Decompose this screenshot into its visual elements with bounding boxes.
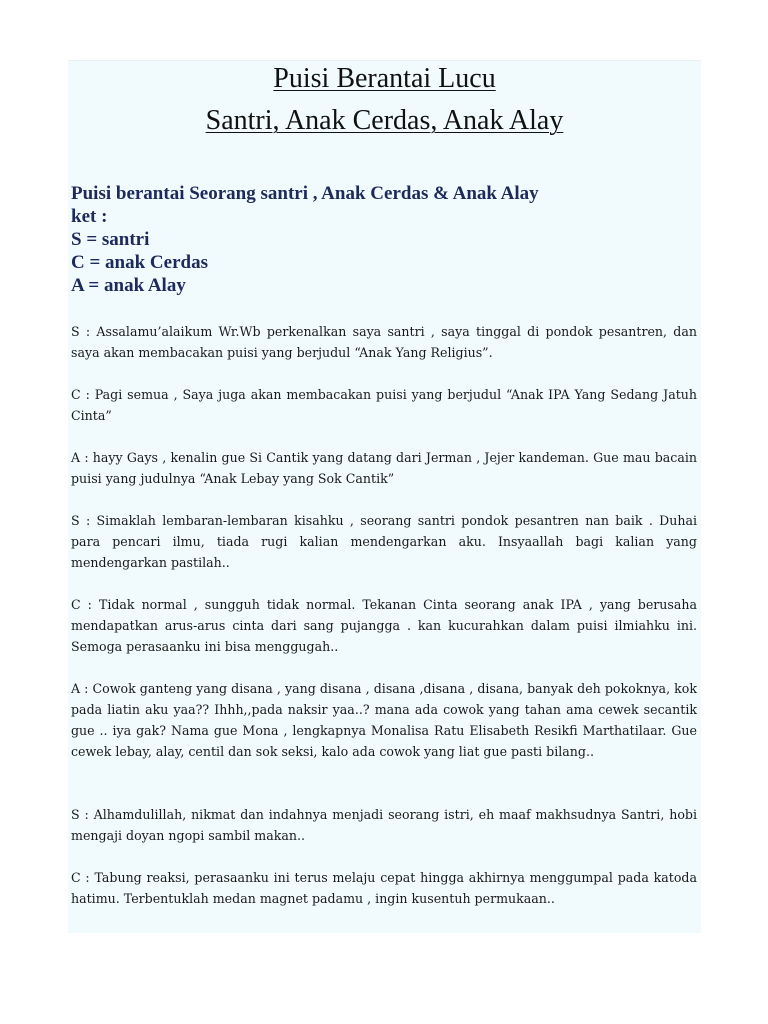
- poem-paragraph-2: C : Pagi semua , Saya juga akan membacakan puisi yang berjudul “Anak IPA Yang Sedang Jatuh Cinta”: [71, 387, 697, 423]
- document-subtitle: Santri, Anak Cerdas, Anak Alay: [205, 105, 564, 136]
- legend-cerdas: C = anak Cerdas: [71, 252, 208, 273]
- poem-paragraph-1: S : Assalamu’alaikum Wr.Wb perkenalkan saya santri , saya tinggal di pondok pesantren, dan saya akan membacakan puisi yang berjudul “Anak Yang Religius”.: [71, 324, 697, 360]
- poem-paragraph-8: C : Tabung reaksi, perasaanku ini terus melaju cepat hingga akhirnya menggumpal pada katoda hatimu. Terbentuklah medan magnet padamu , ingin kusentuh permukaan..: [71, 870, 697, 906]
- legend-alay: A = anak Alay: [71, 275, 186, 296]
- legend-santri: S = santri: [71, 229, 150, 250]
- poem-paragraph-7: S : Alhamdulillah, nikmat dan indahnya menjadi seorang istri, eh maaf makhsudnya Santri, hobi mengaji doyan ngopi sambil makan..: [71, 807, 697, 843]
- legend-ket: ket :: [71, 206, 108, 227]
- poem-paragraph-5: C : Tidak normal , sungguh tidak normal. Tekanan Cinta seorang anak IPA , yang berusaha mendapatkan arus-arus cinta dari sang pujangga . kan kucurahkan dalam puisi ilmiahku ini. Semoga perasaanku ini bisa menggugah..: [71, 597, 697, 654]
- intro-heading: Puisi berantai Seorang santri , Anak Cerdas & Anak Alay: [71, 183, 539, 204]
- poem-paragraph-6: A : Cowok ganteng yang disana , yang disana , disana ,disana , disana, banyak deh pokoknya, kok pada liatin aku yaa?? Ihhh,,pada naksir yaa..? mana ada cowok yang tahan ama cewek secantik gue .. iya gak? Nama gue Mona , lengkapnya Monalisa Ratu Elisabeth Resikfi Marthatilaar. Gue cewek lebay, alay, centil dan sok seksi, kalo ada cowok yang liat gue pasti bilang..: [71, 681, 697, 759]
- poem-paragraph-3: A : hayy Gays , kenalin gue Si Cantik yang datang dari Jerman , Jejer kandeman. Gue mau bacain puisi yang judulnya “Anak Lebay yang Sok Cantik”: [71, 450, 697, 486]
- document-page: [68, 60, 701, 933]
- document-title: Puisi Berantai Lucu: [273, 63, 496, 94]
- poem-paragraph-4: S : Simaklah lembaran-lembaran kisahku , seorang santri pondok pesantren nan baik . Duhai para pencari ilmu, tiada rugi kalian mendengarkan aku. Insyaallah bagi kalian yang mendengarkan pastilah..: [71, 513, 697, 570]
